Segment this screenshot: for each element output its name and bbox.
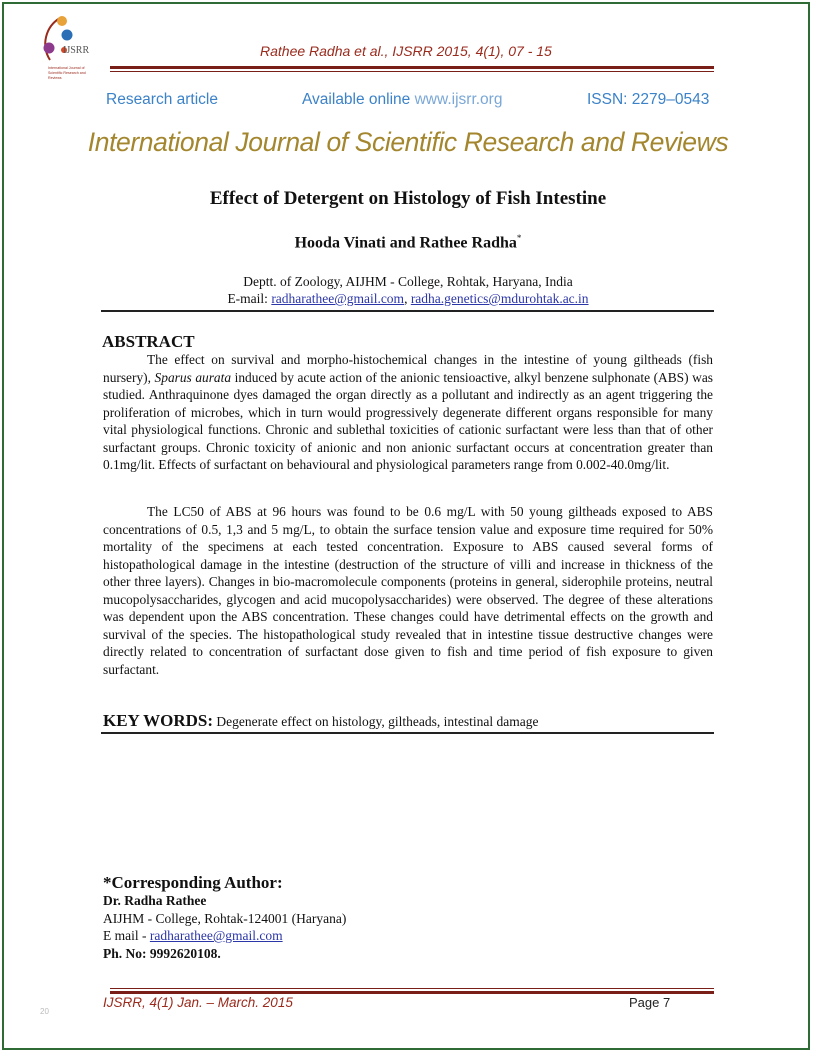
keywords — [103, 711, 538, 731]
available-label: Available online — [302, 91, 411, 108]
keywords-rule — [101, 732, 714, 734]
email-separator: , — [404, 291, 408, 306]
header-rule-thin — [110, 71, 714, 72]
abstract-p1-part-b: induced by acute action of the anionic tensioactive, alkyl benzene sulphonate (ABS) was studied. Anthraquinone dyes damaged the organ directly as a pollutant and indirectly as an agent triggering the proliferation of microbes, which in turn would progressively degenerate different organs responsible for many vital physiological functions. Chronic and sublethal toxicities of cationic surfactant were less than that of other surfactant groups. Chronic toxicity of anionic and non anionic surfactant occurs at concentration greater than 0.1mg/lit. Effects of surfactant on behavioural and physiological parameters range from 0.002-40.0mg/lit. — [103, 369, 713, 472]
corresponding-email-line — [103, 927, 346, 945]
author-names: Hooda Vinati and Rathee Radha — [294, 234, 517, 252]
footer-issue: IJSRR, 4(1) Jan. – March. 2015 — [103, 995, 293, 1010]
logo-dot-orange — [57, 16, 67, 26]
email-link-1[interactable]: radharathee@gmail.com — [271, 291, 405, 306]
header-rule-thick — [110, 66, 714, 69]
corresponding-author — [103, 873, 346, 962]
paper-title: Effect of Detergent on Histology of Fish Intestine — [209, 188, 607, 209]
journal-logo — [36, 8, 108, 86]
logo-text: IJSRR — [63, 45, 90, 56]
corresponding-address: AIJHM - College, Rohtak-124001 (Haryana) — [103, 910, 347, 926]
author-mark: * — [516, 233, 522, 243]
corresponding-phone: Ph. No: 9992620108. — [103, 945, 221, 961]
logo-arc — [45, 18, 60, 60]
authors — [0, 233, 816, 252]
footer-rule-thin — [110, 988, 714, 989]
logo-caption-1: International Journal of — [48, 66, 85, 70]
corresponding-name: Dr. Radha Rathee — [103, 893, 207, 908]
journal-url[interactable]: www.ijsrr.org — [414, 91, 503, 108]
page-number: Page 7 — [629, 995, 671, 1010]
logo-dot-purple — [44, 43, 55, 54]
abstract-p1-part-a: The effect on survival and morpho-histochemical changes in the intestine of young giltheads (fish nursery), — [103, 352, 713, 385]
journal-name: International Journal of Scientific Research and Reviews — [87, 127, 729, 157]
logo-dot-blue — [62, 30, 73, 41]
abstract-paragraph-1 — [103, 351, 713, 474]
email-link-2[interactable]: radha.genetics@mdurohtak.ac.in — [410, 291, 589, 306]
corresponding-email-link[interactable]: radharathee@gmail.com — [149, 928, 283, 943]
species-name: Sparus aurata — [154, 369, 232, 385]
affiliation: Deptt. of Zoology, AIJHM - College, Rohtak, Haryana, India — [243, 274, 573, 289]
email-label: E-mail: — [227, 291, 268, 306]
logo-caption-2: Scientific Research and — [48, 71, 86, 75]
corresponding-email-label: E mail - — [103, 928, 147, 943]
article-type: Research article — [106, 91, 218, 108]
keywords-label: KEY WORDS: — [103, 711, 214, 730]
title-rule — [101, 310, 714, 312]
footer-rule-thick — [110, 991, 714, 994]
logo-caption-3: Reviews — [48, 76, 62, 80]
abstract-paragraph-2: The LC50 of ABS at 96 hours was found to be 0.6 mg/L with 50 young giltheads exposed to ABS concentrations of 0.5, 1,3 and 5 mg/L, to obtain the surface tension value and exposure time required for 50% mortality of the specimens at each tested concentration. Exposure to ABS caused several forms of histopathological damage in the intestine (destruction of the structure of villi and increase in thickness of the other three layers). Changes in bio-macromolecule components (proteins in general, siderophile proteins, neutral mucopolysaccharides, glycogen and acid mucopolysaccharides) were observed. The degree of these alterations was dependent upon the ABS concentration. These changes could have detrimental effects on the growth and survival of the species. The histopathological study revealed that in intestine tissue destructive changes were directly related to concentration of surfactant dose given to fish and time period of fish exposure to given surfactant. — [103, 504, 713, 677]
running-head: Rathee Radha et al., IJSRR 2015, 4(1), 07 - 15 — [260, 43, 552, 59]
author-emails — [0, 291, 816, 307]
abstract-heading: ABSTRACT — [102, 332, 195, 351]
keywords-text: Degenerate effect on histology, giltheads, intestinal damage — [216, 714, 539, 729]
corner-number: 20 — [40, 1007, 49, 1016]
corresponding-heading: *Corresponding Author: — [103, 873, 283, 892]
available-online — [302, 91, 502, 109]
issn: ISSN: 2279–0543 — [587, 91, 710, 108]
